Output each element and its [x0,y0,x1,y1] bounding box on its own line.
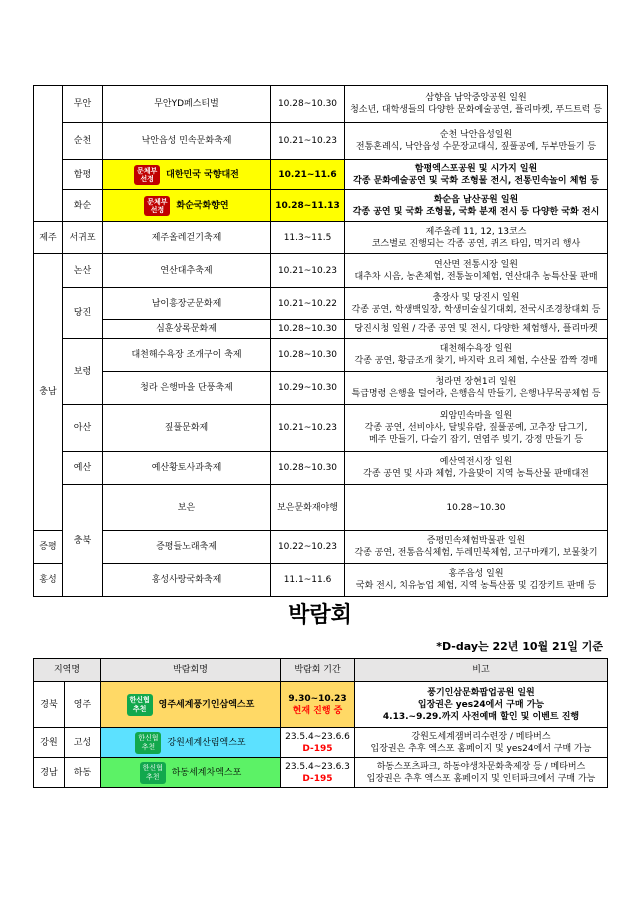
header-region: 지역명 [34,659,101,682]
city-cell: 영주 [65,682,101,728]
table-row [34,123,608,160]
expo-note: 하동스포츠파크, 하동야생차문화축제장 등 / 메타버스 입장권은 추후 엑스포 홈페이지 및 인터파크에서 구매 가능 [355,758,608,788]
festival-name: 무안YD페스티벌 [103,86,271,123]
table-row [34,372,608,405]
table-row [34,758,608,788]
city-cell: 논산 [63,254,103,288]
festival-name: 청라 은행마을 단풍축제 [103,372,271,405]
table-row [34,160,608,190]
region-cell [34,86,63,222]
city-cell: 보은 [103,485,271,531]
region-cell: 강원 [34,728,65,758]
festival-name: 심훈상록문화제 [103,320,271,339]
city-cell: 순천 [63,123,103,160]
status-label: 현재 진행 중 [292,705,343,716]
table-row [34,339,608,372]
festival-period: 10.21~10.22 [271,288,345,320]
city-cell: 하동 [65,758,101,788]
festival-name: 문체부 선정 대한민국 국향대전 [103,160,271,190]
festival-period: 11.3~11.5 [271,222,345,254]
ministry-badge: 문체부 선정 [144,196,170,216]
recommend-badge: 한신협 추천 [140,762,166,784]
festival-period: 10.21~10.23 [271,254,345,288]
city-cell: 예산 [63,452,103,485]
expo-note: 강원도세계잼버리수련장 / 메타버스 입장권은 추후 엑스포 홈페이지 및 yes24에서 구매 가능 [355,728,608,758]
table-row [34,682,608,728]
festival-period: 10.28~10.30 [271,320,345,339]
dday-basis-note: *D-day는 22년 10월 21일 기준 [436,640,603,653]
city-cell: 함평 [63,160,103,190]
expo-table [33,658,608,788]
ministry-badge: 문체부 선정 [134,165,160,185]
region-cell: 충북 [63,485,103,597]
festival-name: 홍성사랑국화축제 [103,564,271,597]
festival-name: 대천해수욕장 조개구이 축제 [103,339,271,372]
region-cell: 충남 [34,254,63,531]
table-row [34,452,608,485]
header-name: 박람회명 [101,659,281,682]
city-cell: 서귀포 [63,222,103,254]
festival-period: 10.21~10.23 [271,123,345,160]
festival-note: 함평엑스포공원 및 시가지 일원 각종 문화예술공연 및 국화 조형물 전시, 전통민속놀이 체험 등 [345,160,608,190]
table-row [34,288,608,320]
festival-note: 홍주읍성 일원 국화 전시, 치유농업 체험, 지역 농특산품 및 김장키트 판매 등 [345,564,608,597]
festival-name: 보은문화재야행 [271,485,345,531]
festival-note: 예산역전시장 일원 각종 공연 및 사과 체험, 가을맞이 지역 농특산물 판매대전 [345,452,608,485]
festival-note: 화순읍 남산공원 일원 각종 공연 및 국화 조형물, 국화 분재 전시 등 다양한 국화 전시 [345,190,608,222]
header-note: 비고 [355,659,608,682]
festival-note: 삼향읍 남악중앙공원 일원 청소년, 대학생들의 다양한 문화예술공연, 플리마켓, 푸드트럭 등 [345,86,608,123]
festival-period: 10.29~10.30 [271,372,345,405]
expo-name: 한신협 추천 하동세계차엑스포 [101,758,281,788]
city-cell: 무안 [63,86,103,123]
expo-period: 9.30~10.23 현재 진행 중 [281,682,355,728]
dday-label: D-195 [302,743,333,754]
festival-name: 제주올레걷기축제 [103,222,271,254]
festival-period: 11.1~11.6 [271,564,345,597]
festival-name: 낙안읍성 민속문화축제 [103,123,271,160]
festival-name: 예산황토사과축제 [103,452,271,485]
city-cell: 보령 [63,339,103,405]
festival-table [33,85,608,597]
city-cell: 홍성 [34,564,63,597]
table-row [34,190,608,222]
city-cell: 당진 [63,288,103,339]
festival-note: 연산면 전통시장 일원 대추차 시음, 농촌체험, 전통놀이체험, 연산대추 농특산물 판매 [345,254,608,288]
expo-section-title: 박람회 [288,603,352,628]
city-cell: 고성 [65,728,101,758]
table-row [34,485,608,531]
expo-name: 한신협 추천 영주세계풍기인삼엑스포 [101,682,281,728]
table-row [34,564,608,597]
table-row [34,320,608,339]
festival-period: 10.22~10.23 [271,531,345,564]
table-row [34,405,608,452]
festival-note: 대천해수욕장 일원 각종 공연, 황금조개 찾기, 바지락 요리 체험, 수산물 깜짝 경매 [345,339,608,372]
table-row [34,222,608,254]
city-cell: 아산 [63,405,103,452]
table-header-row [34,659,608,682]
city-cell: 증평 [34,531,63,564]
festival-note: 외암민속마을 일원 각종 공연, 선비야사, 달빛유람, 짚풀공예, 고추장 담그기, 메주 만들기, 다슬기 잡기, 연엽주 빚기, 강정 만들기 등 [345,405,608,452]
recommend-badge: 한신협 추천 [127,694,153,716]
festival-note: 증평민속체험박물관 일원 각종 공연, 전통음식체험, 두레민북체험, 고구마캐기, 보물찾기 [345,531,608,564]
festival-note: 청라면 장현1리 일원 특급명령 은행을 털어라, 은행음식 만들기, 은행나무목공체험 등 [345,372,608,405]
expo-note: 풍기인삼문화팝업공원 일원 입장권은 yes24에서 구매 가능 4.13.~9.29.까지 사전예매 할인 및 이벤트 진행 [355,682,608,728]
festival-name: 짚풀문화제 [103,405,271,452]
festival-note: 제주올레 11, 12, 13코스 코스별로 진행되는 각종 공연, 퀴즈 타임, 먹거리 행사 [345,222,608,254]
festival-name: 문체부 선정 화순국화향연 [103,190,271,222]
table-row [34,254,608,288]
region-cell: 경북 [34,682,65,728]
festival-period: 10.28~10.30 [271,339,345,372]
expo-name: 한신협 추천 강원세계산림엑스포 [101,728,281,758]
festival-period: 10.28~10.30 [271,452,345,485]
festival-period: 10.21~11.6 [271,160,345,190]
expo-period: 23.5.4~23.6.6 D-195 [281,728,355,758]
recommend-badge: 한신협 추천 [135,732,161,754]
table-row [34,728,608,758]
city-cell: 화순 [63,190,103,222]
table-row [34,531,608,564]
festival-period: 10.28~10.30 [345,485,608,531]
region-cell: 경남 [34,758,65,788]
festival-name: 연산대추축제 [103,254,271,288]
festival-period: 10.28~10.30 [271,86,345,123]
table-row [34,86,608,123]
header-period: 박람회 기간 [281,659,355,682]
festival-name: 남이흥장군문화제 [103,288,271,320]
festival-note: 순천 낙안읍성일원 전통혼례식, 낙안읍성 수문장교대식, 짚풀공예, 두부만들기 등 [345,123,608,160]
festival-period: 10.21~10.23 [271,405,345,452]
festival-note: 충장사 및 당진시 일원 각종 공연, 학생백일장, 학생미술실기대회, 전국시조경창대회 등 [345,288,608,320]
festival-period: 10.28~11.13 [271,190,345,222]
region-cell: 제주 [34,222,63,254]
festival-name: 증평들노래축제 [103,531,271,564]
expo-period: 23.5.4~23.6.3 D-195 [281,758,355,788]
festival-note: 당진시청 일원 / 각종 공연 및 전시, 다양한 체험행사, 플리마켓 [345,320,608,339]
dday-label: D-195 [302,773,333,784]
